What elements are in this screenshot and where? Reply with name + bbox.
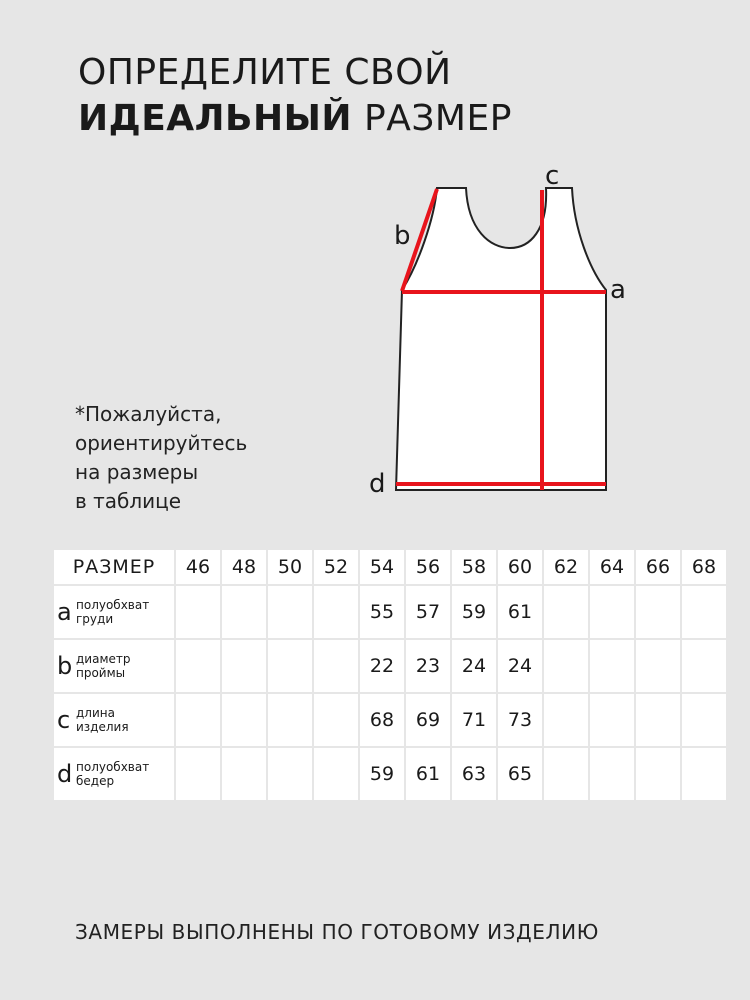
size-header-cell: 46 (176, 550, 220, 584)
row-description (76, 652, 131, 680)
size-header-cell: 62 (544, 550, 588, 584)
page-title (78, 52, 512, 139)
size-header-cell: 58 (452, 550, 496, 584)
table-cell (590, 748, 634, 800)
size-table (52, 548, 728, 802)
table-cell (268, 748, 312, 800)
table-cell: 63 (452, 748, 496, 800)
row-label (54, 748, 174, 800)
size-header-cell: 54 (360, 550, 404, 584)
row-description-line: проймы (76, 666, 126, 680)
table-cell (222, 640, 266, 692)
table-cell: 61 (498, 586, 542, 638)
table-cell (268, 640, 312, 692)
footer-note: ЗАМЕРЫ ВЫПОЛНЕНЫ ПО ГОТОВОМУ ИЗДЕЛИЮ (75, 920, 599, 944)
table-cell (314, 694, 358, 746)
row-label (54, 640, 174, 692)
table-header-row (54, 550, 726, 584)
table-cell (268, 586, 312, 638)
table-cell (314, 586, 358, 638)
table-cell (682, 694, 726, 746)
table-cell (682, 748, 726, 800)
row-description (76, 598, 149, 626)
table-row (54, 640, 726, 692)
table-cell (314, 748, 358, 800)
table-cell: 22 (360, 640, 404, 692)
table-cell (176, 640, 220, 692)
row-label (54, 694, 174, 746)
size-header-cell: 56 (406, 550, 450, 584)
table-cell: 61 (406, 748, 450, 800)
label-c: c (545, 161, 560, 191)
title-line-1: ОПРЕДЕЛИТЕ СВОЙ (78, 52, 452, 93)
table-cell (636, 586, 680, 638)
table-cell: 57 (406, 586, 450, 638)
table-cell: 59 (452, 586, 496, 638)
table-cell (176, 586, 220, 638)
table-cell (268, 694, 312, 746)
row-letter: c (57, 706, 71, 734)
size-note (75, 400, 247, 516)
table-cell: 68 (360, 694, 404, 746)
table-cell (544, 748, 588, 800)
table-cell: 65 (498, 748, 542, 800)
table-cell (636, 694, 680, 746)
table-cell (590, 640, 634, 692)
row-letter: d (57, 760, 73, 788)
tank-top-diagram (360, 160, 650, 510)
row-description-line: полуобхват (76, 598, 150, 612)
label-d: d (369, 469, 386, 499)
table-cell (682, 640, 726, 692)
table-cell (544, 640, 588, 692)
table-cell (222, 694, 266, 746)
row-letter: a (57, 598, 72, 626)
size-header-label: РАЗМЕР (54, 550, 174, 584)
table-cell: 24 (498, 640, 542, 692)
table-cell (682, 586, 726, 638)
table-row (54, 586, 726, 638)
table-cell: 71 (452, 694, 496, 746)
size-header-cell: 68 (682, 550, 726, 584)
size-header-cell: 66 (636, 550, 680, 584)
table-row (54, 694, 726, 746)
table-cell: 69 (406, 694, 450, 746)
table-cell (176, 694, 220, 746)
table-cell: 73 (498, 694, 542, 746)
size-header-cell: 48 (222, 550, 266, 584)
table-cell (544, 586, 588, 638)
size-header-cell: 52 (314, 550, 358, 584)
row-description-line: груди (76, 612, 114, 626)
label-b: b (394, 221, 411, 251)
size-header-cell: 50 (268, 550, 312, 584)
title-normal-word: РАЗМЕР (364, 98, 512, 139)
row-description-line: полуобхват (76, 760, 150, 774)
table-cell (222, 586, 266, 638)
table-cell (590, 694, 634, 746)
note-line: ориентируйтесь (75, 431, 248, 455)
row-description-line: диаметр (76, 652, 131, 666)
row-description (76, 706, 129, 734)
table-cell: 23 (406, 640, 450, 692)
row-description-line: бедер (76, 774, 115, 788)
row-description (76, 760, 149, 788)
table-cell (636, 640, 680, 692)
table-row (54, 748, 726, 800)
row-description-line: длина (76, 706, 115, 720)
table-cell (314, 640, 358, 692)
table-cell: 55 (360, 586, 404, 638)
table-cell (590, 586, 634, 638)
row-description-line: изделия (76, 720, 129, 734)
tank-top-outline (396, 188, 606, 490)
title-bold-word: ИДЕАЛЬНЫЙ (78, 98, 353, 139)
table-cell (636, 748, 680, 800)
row-label (54, 586, 174, 638)
table-cell: 59 (360, 748, 404, 800)
size-header-cell: 60 (498, 550, 542, 584)
note-line: в таблице (75, 489, 182, 513)
title-line-2 (78, 98, 512, 139)
size-header-cell: 64 (590, 550, 634, 584)
label-a: a (610, 275, 626, 305)
note-line: на размеры (75, 460, 199, 484)
table-cell (222, 748, 266, 800)
note-line: *Пожалуйста, (75, 402, 222, 426)
table-cell: 24 (452, 640, 496, 692)
table-cell (176, 748, 220, 800)
row-letter: b (57, 652, 73, 680)
table-cell (544, 694, 588, 746)
